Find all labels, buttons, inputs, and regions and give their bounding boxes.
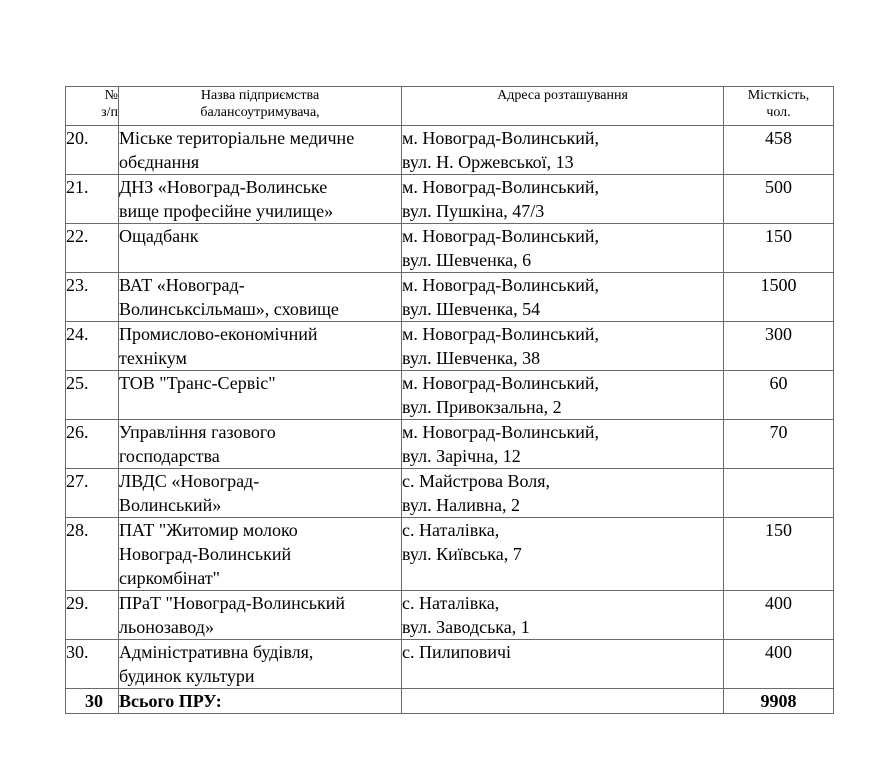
table-row [66, 371, 834, 420]
address [402, 273, 724, 322]
table-row [66, 420, 834, 469]
address-line: м. Новоград-Волинський, [402, 226, 600, 246]
enterprise-name-line: ВАТ «Новоград- [119, 275, 245, 295]
enterprise-name-line: вище професійне училище» [119, 201, 334, 221]
enterprise-name [119, 420, 402, 469]
row-number: 27. [66, 469, 119, 518]
row-number: 30. [66, 640, 119, 689]
address-line: вул. Наливна, 2 [402, 495, 520, 515]
table-row [66, 175, 834, 224]
enterprise-name [119, 518, 402, 591]
table-row [66, 640, 834, 689]
total-capacity: 9908 [724, 689, 834, 714]
address [402, 322, 724, 371]
address-line: вул. Київська, 7 [402, 544, 522, 564]
address [402, 469, 724, 518]
address-line: м. Новоград-Волинський, [402, 422, 600, 442]
address-line: вул. Шевченка, 54 [402, 299, 541, 319]
enterprise-name-line: Міське територіальне медичне [119, 128, 355, 148]
enterprise-name-line: ПРаТ "Новоград-Волинський [119, 593, 345, 613]
header-num-line-1: № [104, 88, 118, 103]
address-line: вул. Заводська, 1 [402, 617, 530, 637]
total-num: 30 [66, 689, 119, 714]
row-number: 25. [66, 371, 119, 420]
enterprise-name-line: Волинськсільмаш», сховище [119, 299, 339, 319]
address [402, 420, 724, 469]
total-label: Всього ПРУ: [119, 689, 402, 714]
address-line: с. Майстрова Воля, [402, 471, 550, 491]
address-line: вул. Шевченка, 6 [402, 250, 532, 270]
enterprise-name [119, 371, 402, 420]
address-line: м. Новоград-Волинський, [402, 177, 600, 197]
enterprise-name-line: Промислово-економічний [119, 324, 318, 344]
capacity: 70 [724, 420, 834, 469]
capacity: 300 [724, 322, 834, 371]
enterprise-name-line: ТОВ "Транс-Сервіс" [119, 373, 276, 393]
capacity: 458 [724, 126, 834, 175]
row-number: 20. [66, 126, 119, 175]
table-row [66, 126, 834, 175]
row-number: 28. [66, 518, 119, 591]
header-capacity-line-1: Місткість, [747, 88, 810, 103]
capacity: 400 [724, 640, 834, 689]
enterprise-name [119, 469, 402, 518]
table-row [66, 224, 834, 273]
row-number: 29. [66, 591, 119, 640]
table-row [66, 322, 834, 371]
address [402, 175, 724, 224]
enterprise-name-line: Управління газового [119, 422, 276, 442]
total-address [402, 689, 724, 714]
enterprise-name-line: Волинський» [119, 495, 222, 515]
table-body [66, 126, 834, 714]
capacity: 1500 [724, 273, 834, 322]
address [402, 518, 724, 591]
table-row [66, 469, 834, 518]
enterprise-name-line: господарства [119, 446, 220, 466]
address-line: м. Новоград-Волинський, [402, 373, 600, 393]
header-capacity [724, 87, 834, 126]
address-line: с. Наталівка, [402, 520, 500, 540]
address [402, 591, 724, 640]
address-line: вул. Привокзальна, 2 [402, 397, 562, 417]
enterprise-name [119, 224, 402, 273]
header-name-line-1: Назва підприємства [200, 88, 320, 103]
enterprise-name [119, 640, 402, 689]
capacity: 150 [724, 518, 834, 591]
row-number: 23. [66, 273, 119, 322]
header-name [119, 87, 402, 126]
capacity: 60 [724, 371, 834, 420]
enterprise-name-line: ПАТ "Житомир молоко [119, 520, 298, 540]
enterprise-name-line: Адміністративна будівля, [119, 642, 314, 662]
enterprise-name-line: Новоград-Волинський [119, 544, 292, 564]
enterprise-name-line: льонозавод» [119, 617, 214, 637]
capacity: 500 [724, 175, 834, 224]
table-row [66, 591, 834, 640]
enterprise-name-line: Ощадбанк [119, 226, 199, 246]
header-address [402, 87, 724, 126]
enterprise-name [119, 591, 402, 640]
address-line: вул. Зарічна, 12 [402, 446, 521, 466]
capacity: 150 [724, 224, 834, 273]
header-num-line-2: з/п [101, 105, 118, 120]
row-number: 24. [66, 322, 119, 371]
address-line: с. Наталівка, [402, 593, 500, 613]
row-number: 26. [66, 420, 119, 469]
address-line: вул. Шевченка, 38 [402, 348, 541, 368]
header-address-line-1: Адреса розташування [497, 88, 628, 103]
address [402, 371, 724, 420]
shelters-table [65, 86, 834, 714]
table-header-row [66, 87, 834, 126]
address-line: м. Новоград-Волинський, [402, 128, 600, 148]
address-line: м. Новоград-Волинський, [402, 324, 600, 344]
enterprise-name-line: технікум [119, 348, 187, 368]
enterprise-name-line: обєднання [119, 152, 200, 172]
total-row [66, 689, 834, 714]
capacity: 400 [724, 591, 834, 640]
enterprise-name-line: ДНЗ «Новоград-Волинське [119, 177, 328, 197]
header-num [66, 87, 119, 126]
address [402, 640, 724, 689]
row-number: 21. [66, 175, 119, 224]
enterprise-name-line: ЛВДС «Новоград- [119, 471, 260, 491]
table-row [66, 518, 834, 591]
address [402, 126, 724, 175]
header-capacity-line-2: чол. [766, 105, 791, 120]
address-line: м. Новоград-Волинський, [402, 275, 600, 295]
enterprise-name [119, 126, 402, 175]
capacity [724, 469, 834, 518]
enterprise-name [119, 273, 402, 322]
address-line: вул. Пушкіна, 47/3 [402, 201, 545, 221]
header-name-line-2: балансоутримувача, [200, 105, 320, 120]
enterprise-name [119, 175, 402, 224]
address [402, 224, 724, 273]
table-row [66, 273, 834, 322]
address-line: с. Пилиповичі [402, 642, 512, 662]
enterprise-name [119, 322, 402, 371]
row-number: 22. [66, 224, 119, 273]
address-line: вул. Н. Оржевської, 13 [402, 152, 574, 172]
enterprise-name-line: сиркомбінат" [119, 568, 221, 588]
enterprise-name-line: будинок культури [119, 666, 255, 686]
